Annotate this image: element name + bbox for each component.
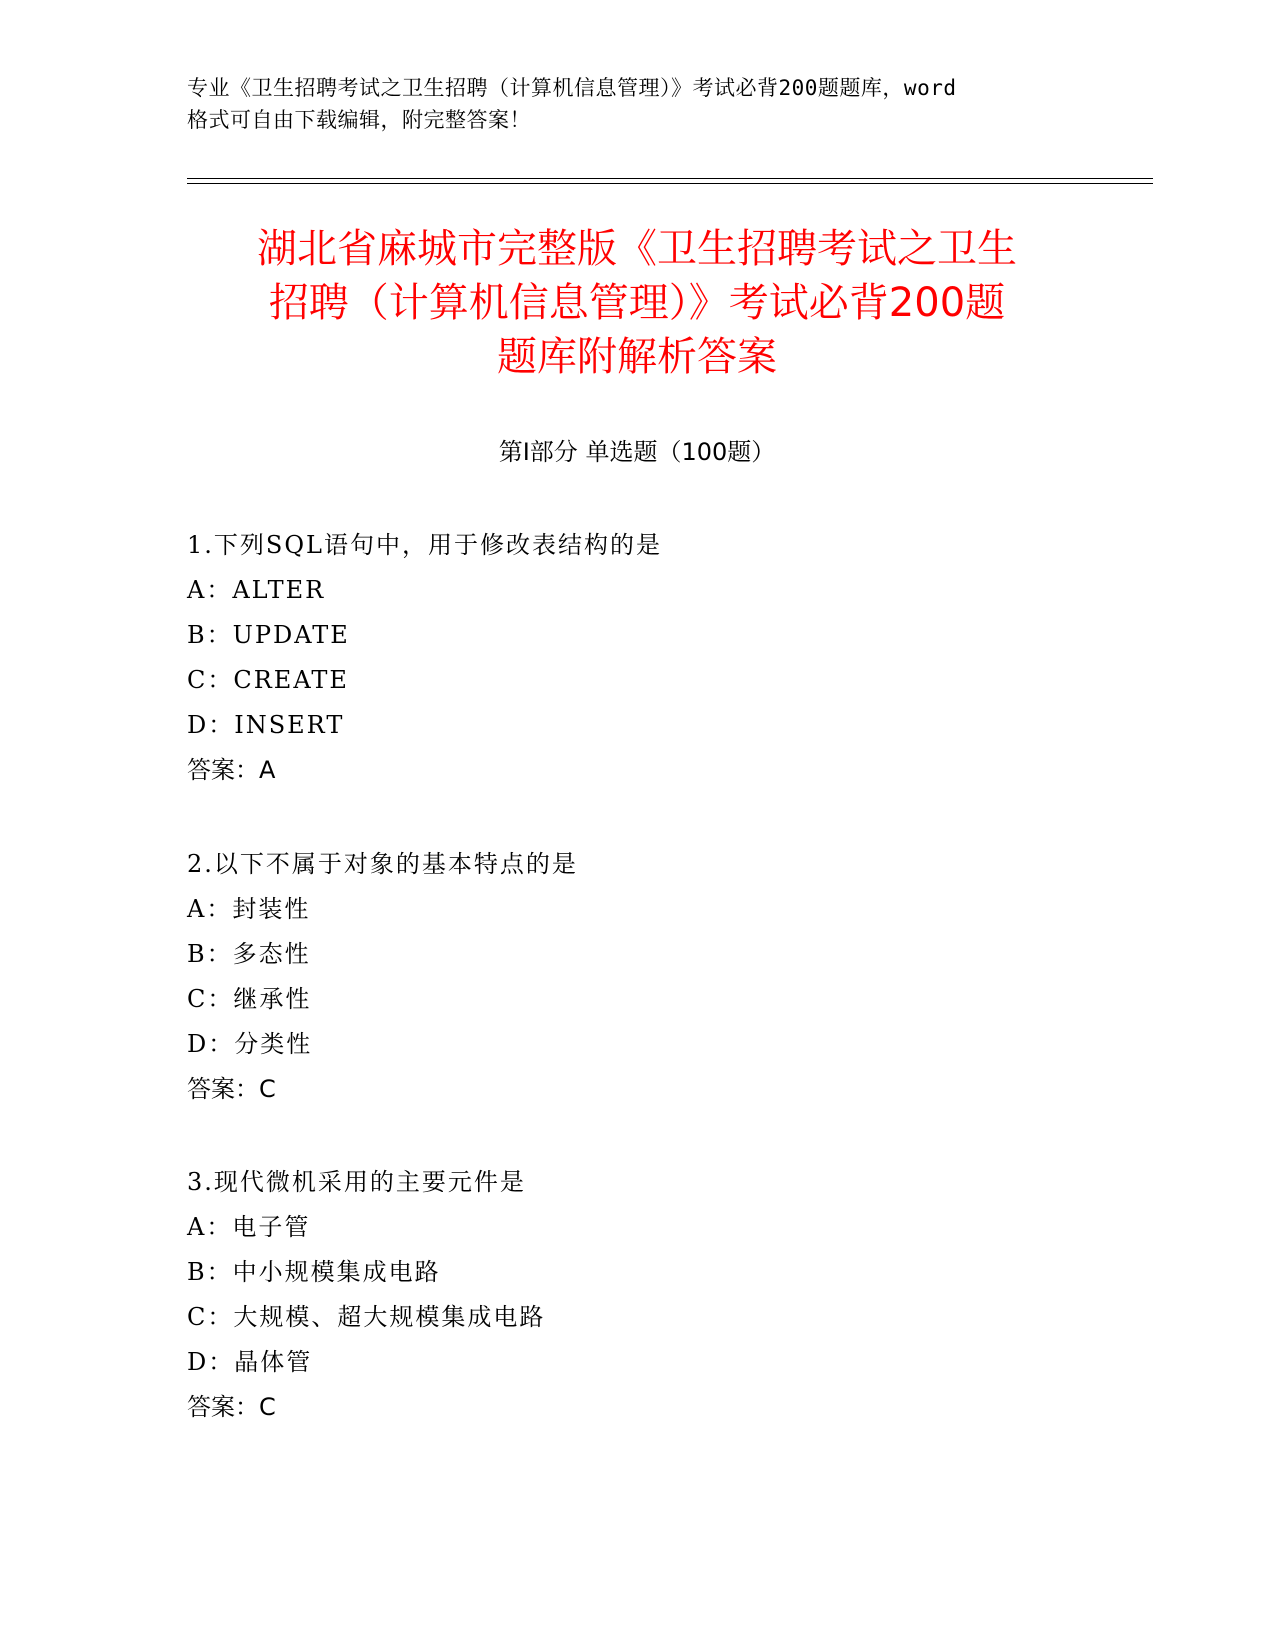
header-divider-top bbox=[187, 178, 1153, 179]
header-divider-bottom bbox=[187, 183, 1153, 184]
option-b: B：中小规模集成电路 bbox=[187, 1258, 441, 1286]
option-c: C：大规模、超大规模集成电路 bbox=[187, 1303, 546, 1331]
document-title-line-3: 题库附解析答案 bbox=[497, 334, 777, 380]
question-stem: 3.现代微机采用的主要元件是 bbox=[187, 1168, 526, 1196]
question-stem: 1.下列SQL语句中，用于修改表结构的是 bbox=[187, 531, 662, 559]
option-a: A：封装性 bbox=[187, 895, 311, 923]
document-title-line-2: 招聘（计算机信息管理）》考试必背200题 bbox=[268, 280, 1006, 326]
section-heading: 第I部分 单选题（100题） bbox=[498, 438, 776, 466]
option-a: A：ALTER bbox=[187, 576, 326, 604]
answer: 答案：C bbox=[187, 1075, 276, 1103]
header-note-line-1: 专业《卫生招聘考试之卫生招聘（计算机信息管理）》考试必背200题题库，word bbox=[187, 76, 957, 100]
document-title bbox=[187, 222, 1087, 384]
question-1 bbox=[187, 523, 1087, 793]
answer: 答案：A bbox=[187, 756, 276, 784]
option-b: B：UPDATE bbox=[187, 621, 350, 649]
answer: 答案：C bbox=[187, 1393, 276, 1421]
question-3 bbox=[187, 1160, 1087, 1430]
option-d: D：分类性 bbox=[187, 1030, 313, 1058]
document-title-line-1: 湖北省麻城市完整版《卫生招聘考试之卫生 bbox=[257, 226, 1017, 272]
option-d: D：INSERT bbox=[187, 711, 345, 739]
option-c: C：CREATE bbox=[187, 666, 349, 694]
question-2 bbox=[187, 842, 1087, 1112]
header-note-line-2: 格式可自由下载编辑，附完整答案！ bbox=[187, 108, 531, 132]
option-a: A：电子管 bbox=[187, 1213, 311, 1241]
header-note bbox=[187, 72, 1087, 136]
option-b: B：多态性 bbox=[187, 940, 311, 968]
option-c: C：继承性 bbox=[187, 985, 312, 1013]
question-stem: 2.以下不属于对象的基本特点的是 bbox=[187, 850, 578, 878]
option-d: D：晶体管 bbox=[187, 1348, 313, 1376]
